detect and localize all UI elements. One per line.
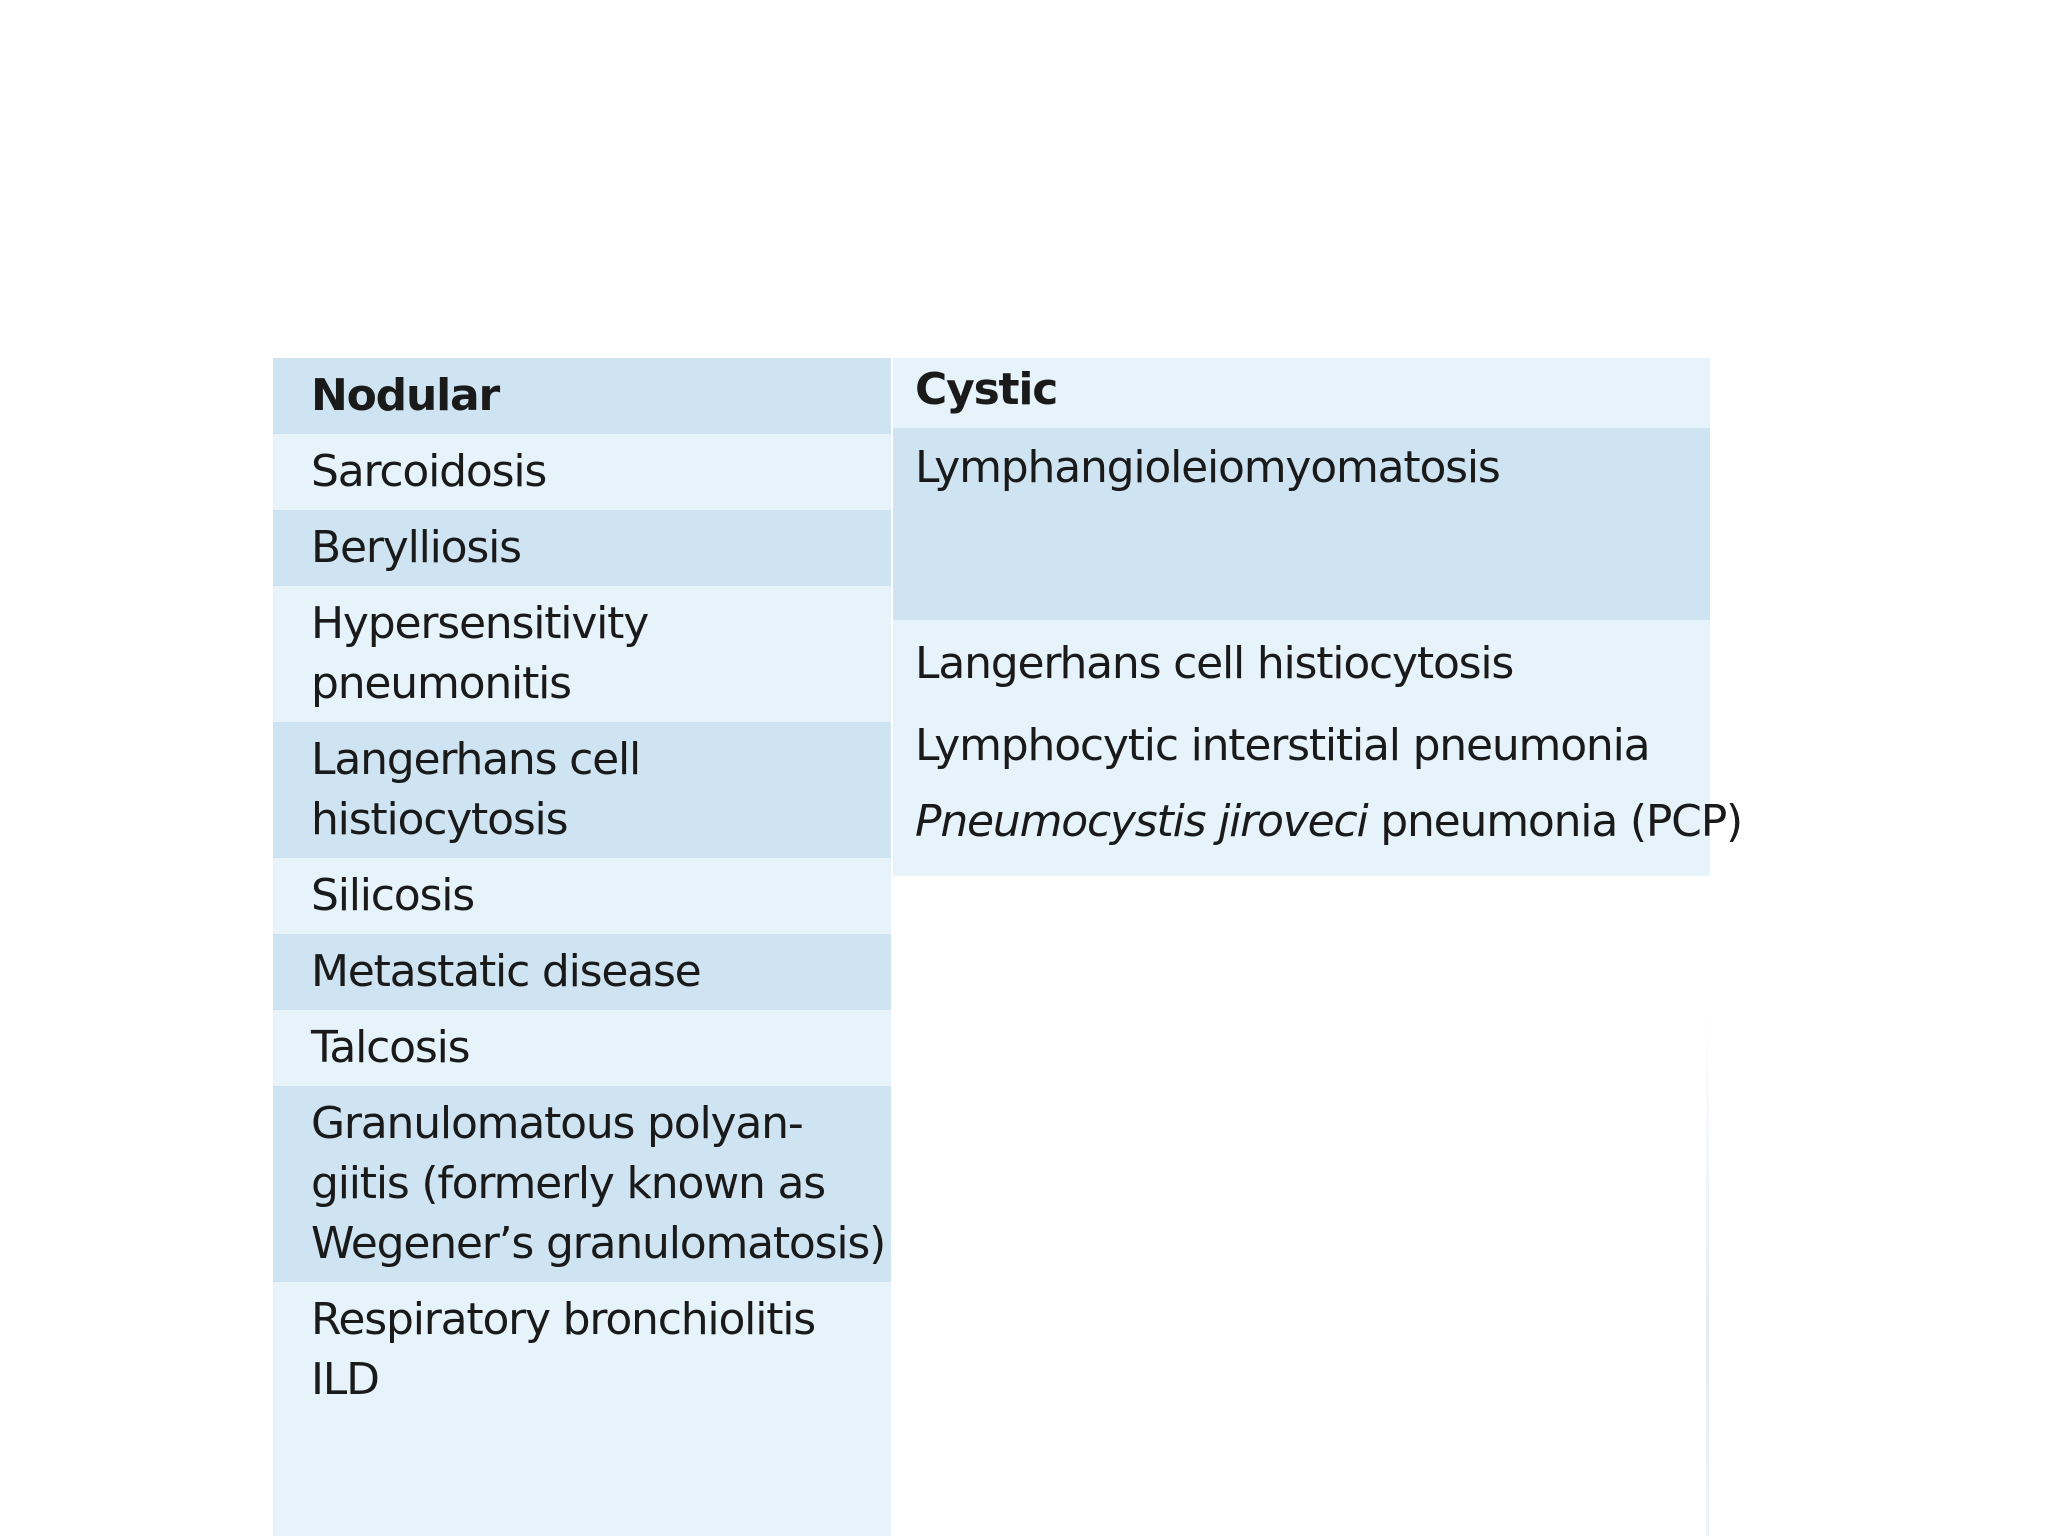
nodular-item-hypersensitivity-line2: pneumonitis (311, 658, 571, 709)
nodular-item-metastatic: Metastatic disease (311, 946, 701, 997)
cystic-row (893, 620, 1710, 716)
cystic-item-lam: Lymphangioleiomyomatosis (915, 442, 1500, 493)
nodular-item-berylliosis: Berylliosis (311, 522, 521, 573)
cystic-row (893, 792, 1743, 876)
nodular-row (273, 586, 891, 722)
cystic-item-pcp-organism: Pneumocystis jiroveci (915, 796, 1368, 847)
nodular-row (273, 722, 891, 858)
nodular-row (273, 510, 891, 586)
nodular-row (273, 434, 891, 510)
cystic-header: Cystic (893, 358, 1710, 428)
nodular-item-respiratory-line1: Respiratory bronchiolitis (311, 1294, 816, 1345)
nodular-item-respiratory-line2: ILD (311, 1354, 379, 1405)
cystic-item-pcp (915, 792, 1743, 852)
nodular-item-granulomatous-line2: giitis (formerly known as (311, 1158, 825, 1209)
nodular-item-sarcoidosis: Sarcoidosis (311, 446, 547, 497)
nodular-item-langerhans-line1: Langerhans cell (311, 734, 641, 785)
nodular-header: Nodular (273, 358, 891, 434)
cystic-item-lip: Lymphocytic interstitial pneumonia (915, 720, 1650, 771)
nodular-item-granulomatous-line3: Wegener’s granulomatosis) (311, 1218, 886, 1269)
cystic-item-pcp-rest: pneumonia (PCP) (1367, 796, 1743, 847)
nodular-column (273, 358, 891, 1536)
cystic-row (893, 428, 1710, 620)
nodular-item-granulomatous-line1: Granulomatous polyan- (311, 1098, 803, 1149)
nodular-row (273, 1086, 891, 1282)
nodular-item-langerhans-line2: histiocytosis (311, 794, 568, 845)
right-edge-line (1706, 1010, 1709, 1536)
nodular-row (273, 934, 891, 1010)
nodular-row (273, 1010, 891, 1086)
nodular-row (273, 1282, 891, 1536)
nodular-row (273, 858, 891, 934)
nodular-item-talcosis: Talcosis (311, 1022, 470, 1073)
nodular-item-silicosis: Silicosis (311, 870, 474, 921)
cystic-row (893, 716, 1710, 792)
cystic-item-langerhans: Langerhans cell histiocytosis (915, 638, 1514, 689)
nodular-item-hypersensitivity-line1: Hypersensitivity (311, 598, 649, 649)
